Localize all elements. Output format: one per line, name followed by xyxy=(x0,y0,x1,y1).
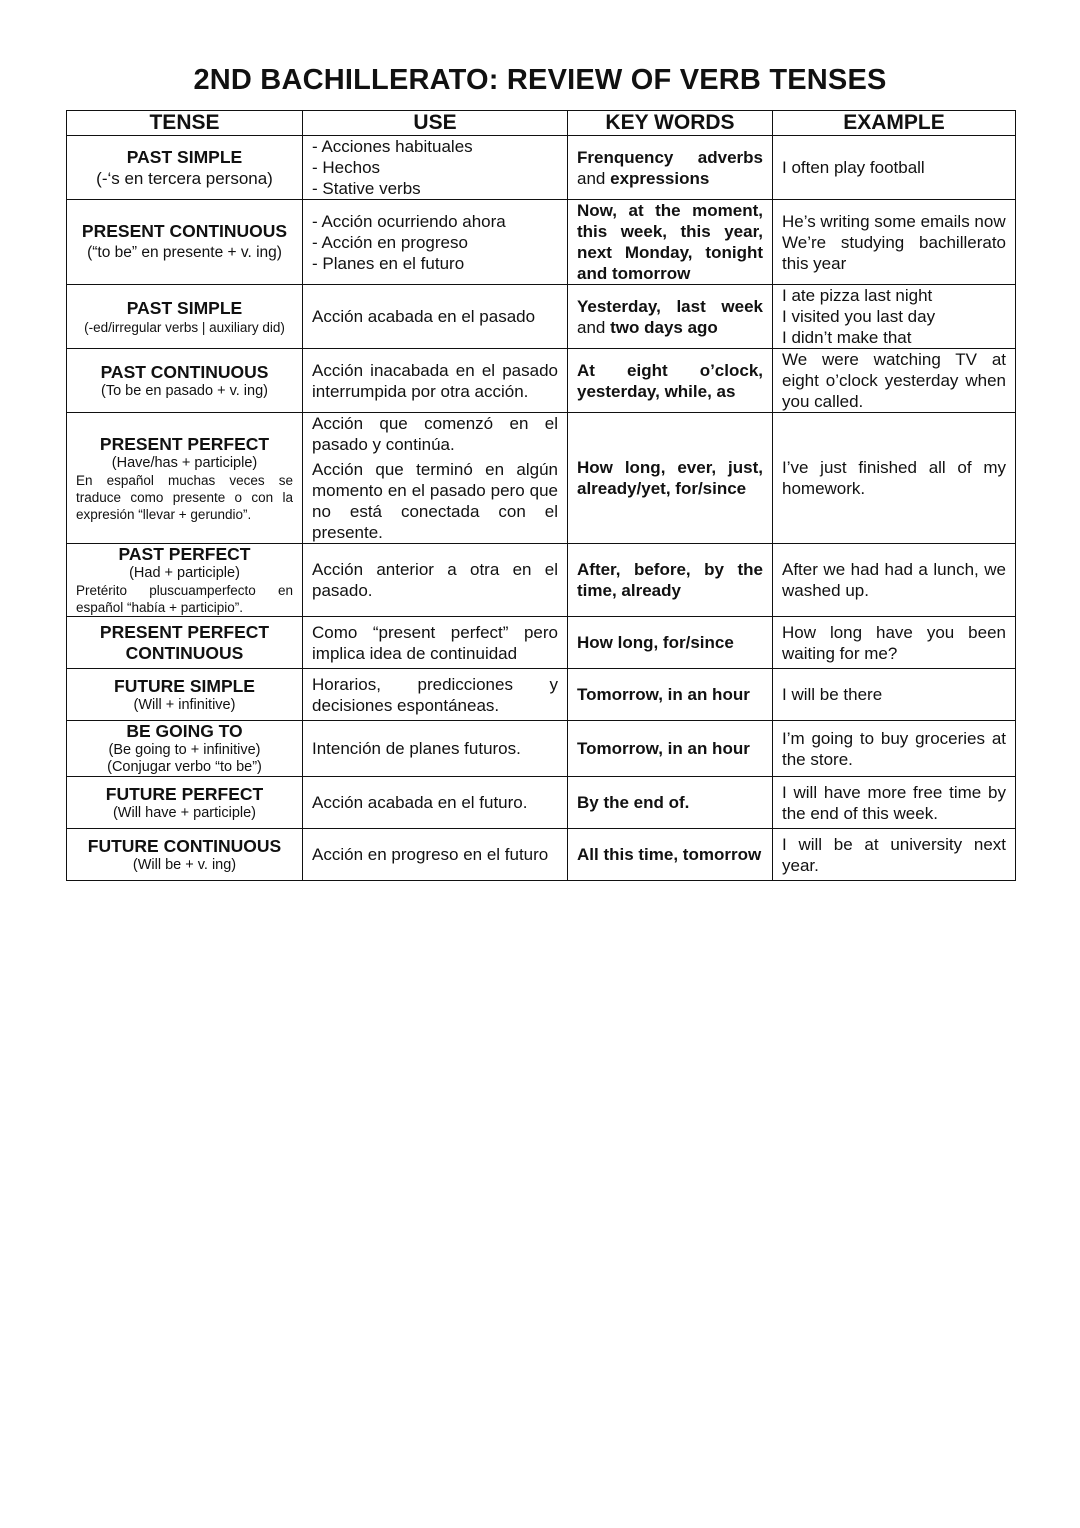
use-cell xyxy=(303,617,568,669)
tense-formula: (-‘s en tercera persona) xyxy=(96,168,273,188)
header-tense: TENSE xyxy=(67,111,303,136)
verb-tenses-table xyxy=(66,110,1016,881)
table-row xyxy=(67,829,1016,881)
use-cell xyxy=(303,200,568,285)
example-cell xyxy=(773,829,1016,881)
example-cell xyxy=(773,413,1016,544)
use-text: Acción que terminó en algún momento en el pasado pero que no está conectada con el presente. xyxy=(312,460,558,542)
table-row xyxy=(67,349,1016,413)
tense-formula: (Have/has + participle) xyxy=(111,454,258,471)
header-example: EXAMPLE xyxy=(773,111,1016,136)
tense-cell xyxy=(67,544,303,617)
example-text: I will be there xyxy=(782,685,883,704)
tense-cell xyxy=(67,413,303,544)
table-row xyxy=(67,544,1016,617)
key-words-text: two days ago xyxy=(610,317,718,337)
header-use: USE xyxy=(303,111,568,136)
tense-name: PAST CONTINUOUS xyxy=(100,361,269,382)
key-words-cell: Tomorrow, in an hour xyxy=(568,669,773,721)
example-cell xyxy=(773,136,1016,200)
example-cell xyxy=(773,200,1016,285)
tense-name: FUTURE CONTINUOUS xyxy=(87,835,282,856)
example-cell xyxy=(773,544,1016,617)
use-text: - Acción ocurriendo ahora xyxy=(312,211,506,231)
tense-cell xyxy=(67,721,303,777)
key-words-connector: and xyxy=(577,168,606,188)
key-words-cell: All this time, tomorrow xyxy=(568,829,773,881)
example-text: After we had had a lunch, we washed up. xyxy=(782,560,1006,600)
tense-formula: (“to be” en presente + v. ing) xyxy=(87,244,282,261)
example-text: I didn’t make that xyxy=(782,328,912,347)
key-words-text: expressions xyxy=(610,168,710,188)
key-words-cell xyxy=(568,136,773,200)
tense-cell xyxy=(67,200,303,285)
table-row xyxy=(67,617,1016,669)
key-words-cell: Now, at the moment, this week, this year, next Monday, tonight and tomorrow xyxy=(568,200,773,285)
tense-name: BE GOING TO xyxy=(126,721,243,741)
use-text: Horarios, predicciones y decisiones espontáneas. xyxy=(312,674,558,715)
use-cell xyxy=(303,777,568,829)
table-row xyxy=(67,669,1016,721)
use-text: Acción acabada en el pasado xyxy=(312,307,536,326)
header-key-words: KEY WORDS xyxy=(568,111,773,136)
example-cell xyxy=(773,777,1016,829)
tense-formula-note: (Conjugar verbo “to be”) xyxy=(107,759,262,775)
page-title: 2ND BACHILLERATO: REVIEW OF VERB TENSES xyxy=(193,64,887,96)
use-cell xyxy=(303,669,568,721)
use-text: - Hechos xyxy=(312,158,381,177)
use-text: - Planes en el futuro xyxy=(312,253,465,273)
tense-cell xyxy=(67,777,303,829)
use-text: - Acciones habituales xyxy=(312,137,473,156)
tense-formula: (-ed/irregular verbs | auxiliary did) xyxy=(84,319,285,335)
example-text: I ate pizza last night xyxy=(782,286,933,305)
use-cell xyxy=(303,544,568,617)
tense-name: PRESENT PERFECT CONTINUOUS xyxy=(99,621,270,663)
key-words-cell: After, before, by the time, already xyxy=(568,544,773,617)
key-words-cell: How long, ever, just, already/yet, for/since xyxy=(568,413,773,544)
use-cell xyxy=(303,349,568,413)
use-text: Acción en progreso en el futuro xyxy=(312,845,549,864)
use-text: - Stative verbs xyxy=(312,179,421,198)
example-text: I will have more free time by the end of this week. xyxy=(782,782,1006,823)
tense-formula: (Be going to + infinitive) xyxy=(108,742,261,758)
tense-name: FUTURE PERFECT xyxy=(105,783,264,804)
example-cell xyxy=(773,721,1016,777)
key-words-connector: and xyxy=(577,317,606,337)
example-text: I’m going to buy groceries at the store. xyxy=(782,728,1006,769)
use-text: - Acción en progreso xyxy=(312,232,468,252)
use-text: Acción que comenzó en el pasado y continúa. xyxy=(312,414,558,454)
key-words-cell: At eight o’clock, yesterday, while, as xyxy=(568,349,773,413)
tense-cell xyxy=(67,617,303,669)
tense-name: FUTURE SIMPLE xyxy=(114,675,255,696)
tense-cell xyxy=(67,136,303,200)
tense-name: PRESENT PERFECT xyxy=(99,433,270,454)
example-text: I often play football xyxy=(782,158,925,177)
tense-formula: (Will + infinitive) xyxy=(133,696,236,713)
key-words-cell: By the end of. xyxy=(568,777,773,829)
use-cell xyxy=(303,285,568,349)
tense-name: PAST SIMPLE xyxy=(126,297,243,318)
example-text: We’re studying bachillerato this year xyxy=(782,232,1006,273)
example-text: I’ve just finished all of my homework. xyxy=(782,458,1006,498)
tense-name: PRESENT CONTINUOUS xyxy=(81,221,288,241)
example-text: How long have you been waiting for me? xyxy=(782,622,1006,663)
tense-name: PAST SIMPLE xyxy=(126,146,243,167)
header-row xyxy=(67,111,1016,136)
key-words-cell xyxy=(568,285,773,349)
tense-note: En español muchas veces se traduce como presente o con la expresión “llevar + gerundio”. xyxy=(76,472,293,522)
use-cell xyxy=(303,136,568,200)
key-words-text: Yesterday, last week xyxy=(577,296,763,316)
example-text: I will be at university next year. xyxy=(782,834,1006,875)
table-row xyxy=(67,200,1016,285)
tense-formula: (Had + participle) xyxy=(129,565,240,581)
tense-formula: (Will be + v. ing) xyxy=(132,856,237,873)
table-row xyxy=(67,413,1016,544)
tense-cell xyxy=(67,829,303,881)
example-cell xyxy=(773,617,1016,669)
use-text: Como “present perfect” pero implica idea de continuidad xyxy=(312,622,558,663)
table-row xyxy=(67,777,1016,829)
table-row xyxy=(67,136,1016,200)
use-cell xyxy=(303,829,568,881)
use-text: Acción inacabada en el pasado interrumpida por otra acción. xyxy=(312,360,558,401)
example-cell xyxy=(773,285,1016,349)
use-text: Acción anterior a otra en el pasado. xyxy=(312,560,558,600)
tense-cell xyxy=(67,285,303,349)
tense-cell xyxy=(67,669,303,721)
table-row xyxy=(67,285,1016,349)
tense-formula: (To be en pasado + v. ing) xyxy=(101,382,268,399)
use-text: Acción acabada en el futuro. xyxy=(312,793,528,812)
key-words-cell: Tomorrow, in an hour xyxy=(568,721,773,777)
example-text: I visited you last day xyxy=(782,307,936,326)
tense-cell xyxy=(67,349,303,413)
example-text: We were watching TV at eight o’clock yesterday when you called. xyxy=(782,350,1006,411)
use-cell xyxy=(303,413,568,544)
example-cell xyxy=(773,669,1016,721)
key-words-cell: How long, for/since xyxy=(568,617,773,669)
example-cell xyxy=(773,349,1016,413)
tense-note: Pretérito pluscuamperfecto en español “había + participio”. xyxy=(76,583,293,615)
use-text: Intención de planes futuros. xyxy=(312,739,521,758)
key-words-text: Frenquency adverbs xyxy=(577,147,763,167)
use-cell xyxy=(303,721,568,777)
example-text: He’s writing some emails now xyxy=(782,211,1006,231)
tense-formula: (Will have + participle) xyxy=(112,804,257,821)
table-row xyxy=(67,721,1016,777)
tense-name: PAST PERFECT xyxy=(118,544,251,564)
